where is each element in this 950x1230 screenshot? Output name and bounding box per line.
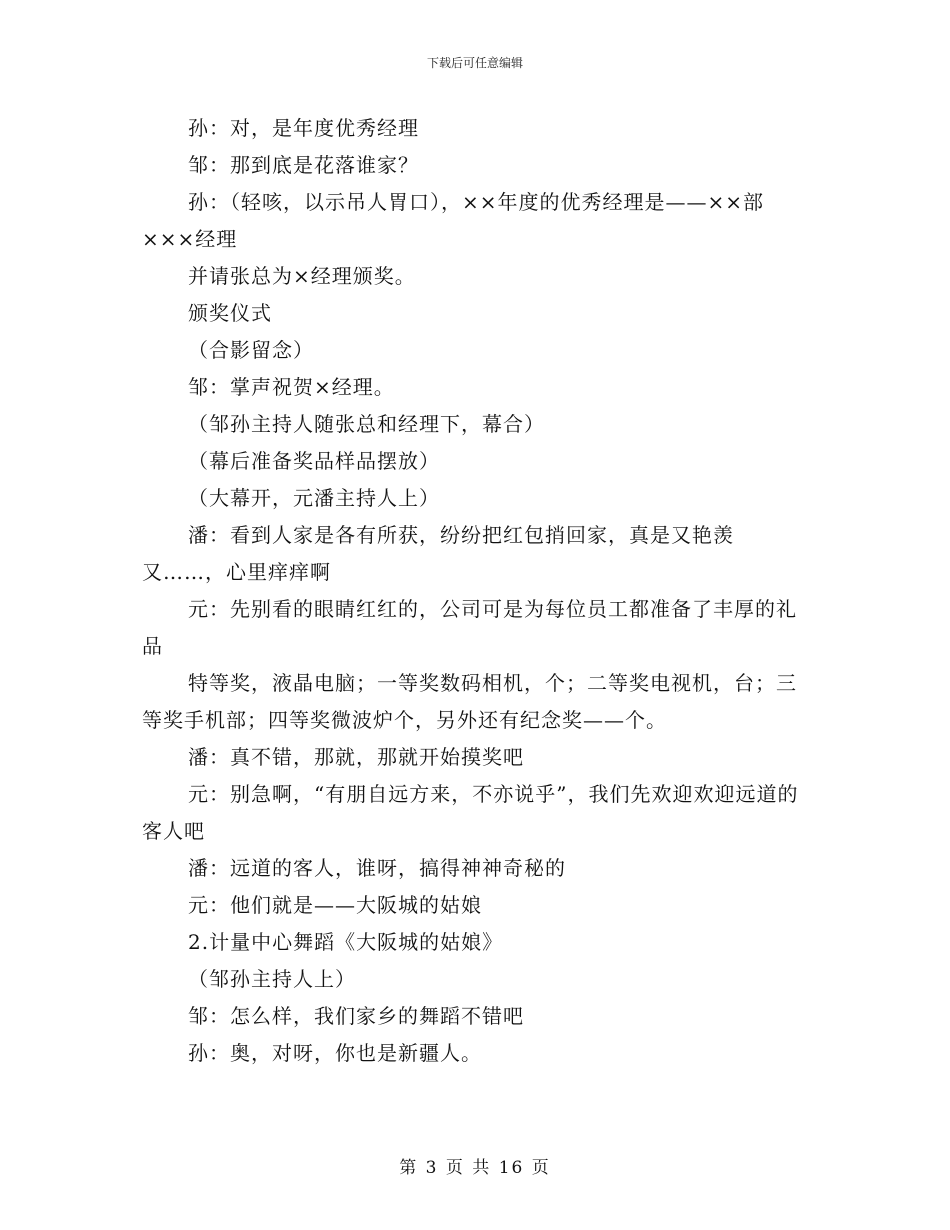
paragraph: 元：别急啊，“有朋自远方来，不亦说乎”，我们先欢迎欢迎远道的客人吧 [142,782,799,843]
paragraph: 邹：掌声祝贺×经理。 [188,375,395,399]
paragraph: 元：先别看的眼睛红红的，公司可是为每位员工都准备了丰厚的礼品 [142,597,797,658]
paragraph: （合影留念） [188,338,314,362]
paragraph: （邹孙主持人上） [188,967,356,991]
document-body [142,110,802,1072]
paragraph: 特等奖，液晶电脑；一等奖数码相机，个；二等奖电视机，台；三等奖手机部；四等奖微波炉个，另外还有纪念奖——个。 [142,671,797,732]
section-heading: 2.计量中心舞蹈《大阪城的姑娘》 [188,930,504,954]
paragraph: 孙：对，是年度优秀经理 [188,116,419,140]
paragraph: 颁奖仪式 [188,301,272,325]
paragraph: 孙：奥，对呀，你也是新疆人。 [188,1041,482,1065]
paragraph: 邹：怎么样，我们家乡的舞蹈不错吧 [188,1004,524,1028]
page-header: 下载后可任意编辑 [426,56,523,70]
paragraph: 潘：远道的客人，谁呀，搞得神神奇秘的 [188,856,566,880]
paragraph: 并请张总为×经理颁奖。 [188,264,416,288]
paragraph: 元：他们就是——大阪城的姑娘 [188,893,482,917]
paragraph: 潘：看到人家是各有所获，纷纷把红包捎回家，真是又艳羡又……，心里痒痒啊 [142,523,734,584]
paragraph: （大幕开，元潘主持人上） [188,486,440,510]
paragraph: 邹：那到底是花落谁家？ [188,153,419,177]
paragraph: （邹孙主持人随张总和经理下，幕合） [188,412,545,436]
page-number-footer: 第 3 页 共 16 页 [399,1158,551,1178]
paragraph: 孙：（轻咳，以示吊人胃口），××年度的优秀经理是——××部×××经理 [142,190,765,251]
paragraph: 潘：真不错，那就，那就开始摸奖吧 [188,745,524,769]
paragraph: （幕后准备奖品样品摆放） [188,449,440,473]
